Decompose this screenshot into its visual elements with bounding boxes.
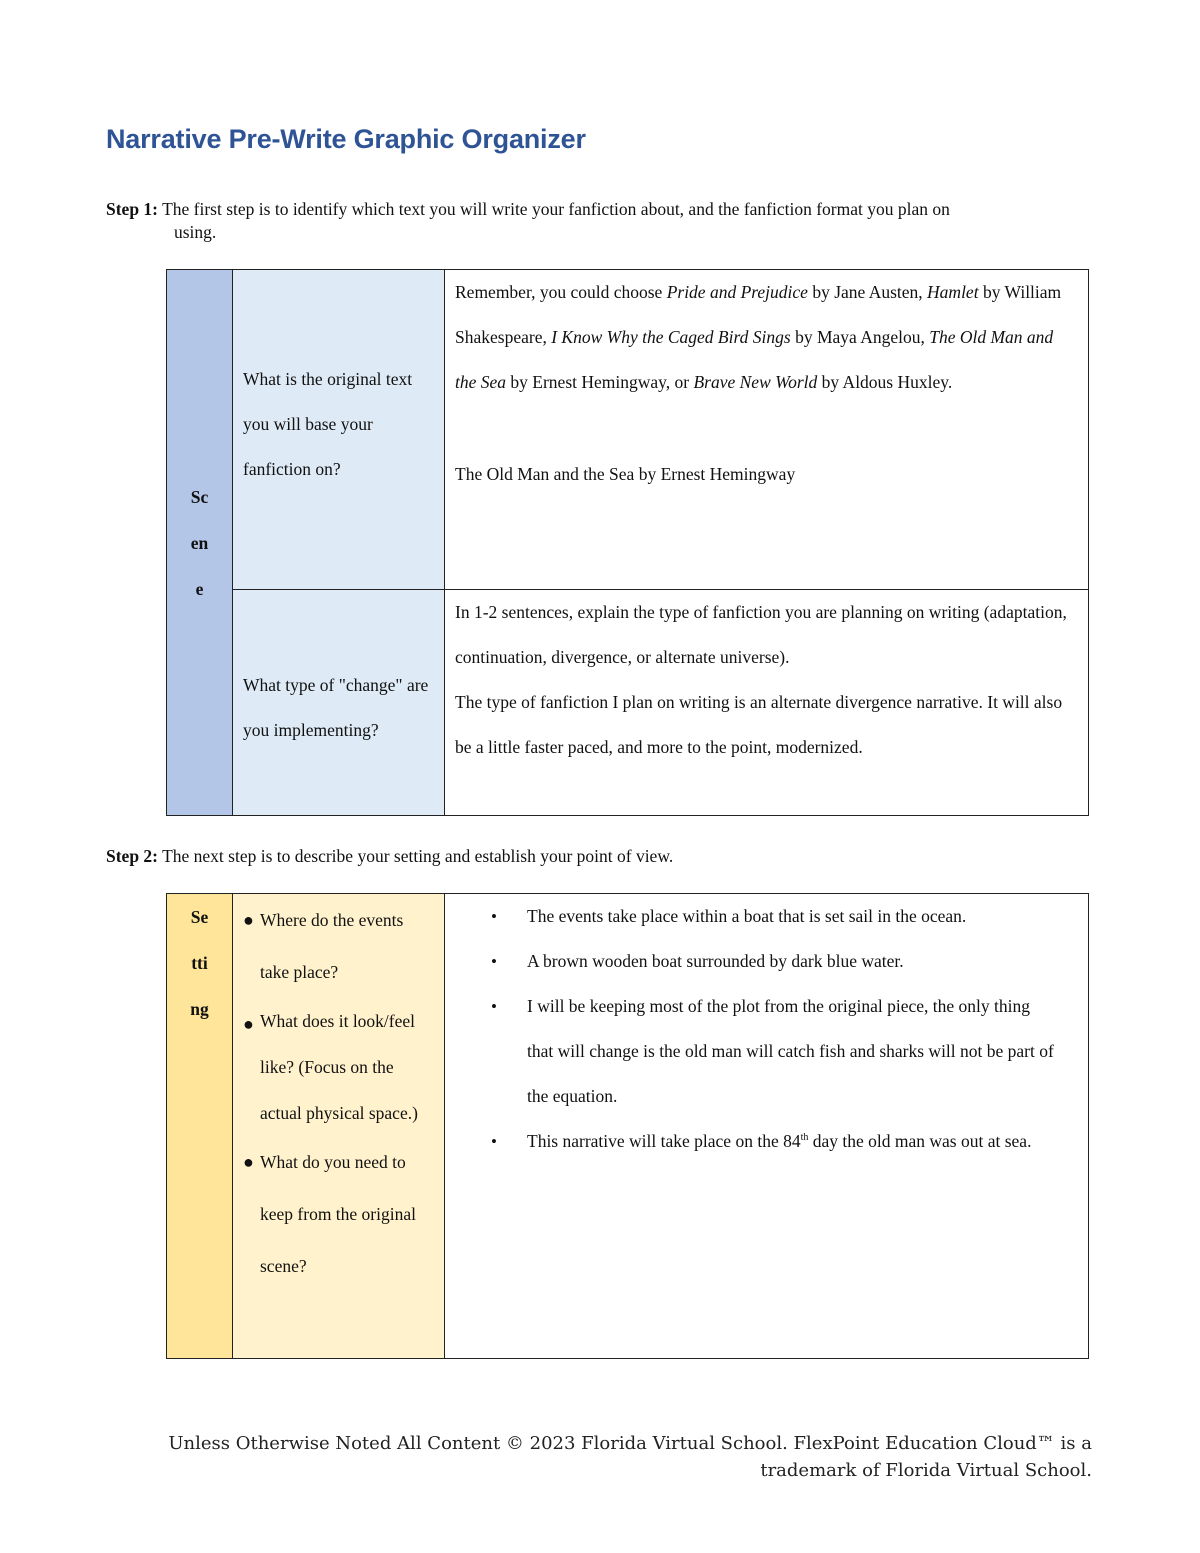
list-item bbox=[455, 1119, 1058, 1164]
step-2-text: The next step is to describe your setting and establish your point of view. bbox=[162, 846, 674, 866]
setting-label-part: Se bbox=[190, 907, 209, 927]
bullet-icon: • bbox=[491, 997, 497, 1016]
bullet-icon: • bbox=[491, 907, 497, 926]
scene-answer-1-response: The Old Man and the Sea by Ernest Hemingway bbox=[455, 464, 796, 484]
step-1-instruction bbox=[106, 198, 950, 244]
setting-answer-text: day the old man was out at sea. bbox=[808, 1131, 1032, 1151]
step-2-label: Step 2: bbox=[106, 846, 159, 866]
scene-label-part: Sc bbox=[190, 486, 209, 507]
setting-answer-list bbox=[455, 894, 1058, 1164]
scene-question-1-text: What is the original text you will base your fanfiction on? bbox=[243, 369, 413, 479]
scene-answer-2-response: The type of fanfiction I plan on writing is an alternate divergence narrative. It will also be a little faster paced, and more to the point, modernized. bbox=[455, 692, 1063, 757]
black-circle-icon: ● bbox=[243, 1152, 254, 1172]
prompt-text: by Maya Angelou, bbox=[790, 327, 930, 347]
scene-label-part: en bbox=[190, 532, 209, 553]
bullet-icon: • bbox=[491, 1132, 497, 1151]
list-item bbox=[455, 984, 1058, 1119]
setting-answer-text: I will be keeping most of the plot from the original piece, the only thing that will change is the old man will catch fish and sharks will not be part of the equation. bbox=[527, 996, 1054, 1106]
setting-question-text: What do you need to keep from the original scene? bbox=[260, 1152, 416, 1276]
scene-answer-2-prompt: In 1-2 sentences, explain the type of fanfiction you are planning on writing (adaptation, continuation, divergence, or alternate universe). bbox=[455, 602, 1067, 667]
list-item bbox=[455, 939, 1058, 984]
setting-label-part: ng bbox=[190, 999, 209, 1019]
scene-label bbox=[167, 270, 233, 816]
setting-answer-text: A brown wooden boat surrounded by dark blue water. bbox=[527, 951, 904, 971]
book-title: Brave New World bbox=[693, 372, 818, 392]
scene-question-2-text: What type of "change" are you implementing? bbox=[243, 674, 429, 740]
book-title: Pride and Prejudice bbox=[666, 282, 808, 302]
setting-question-item bbox=[243, 894, 436, 998]
black-circle-icon: ● bbox=[243, 910, 254, 930]
book-title: I Know Why the Caged Bird Sings bbox=[551, 327, 791, 347]
ordinal-suffix: th bbox=[800, 1132, 809, 1144]
setting-questions bbox=[233, 894, 445, 1359]
setting-label bbox=[167, 894, 233, 1359]
footer-line: trademark of Florida Virtual School. bbox=[760, 1460, 1092, 1481]
footer-line: Unless Otherwise Noted All Content © 2023 Florida Virtual School. FlexPoint Education Cloud™ is a bbox=[168, 1433, 1092, 1454]
scene-answer-1-prompt bbox=[455, 270, 1078, 405]
bullet-icon: • bbox=[491, 952, 497, 971]
step-1-text: The first step is to identify which text you will write your fanfiction about, and the fanfiction format you plan on bbox=[162, 199, 950, 219]
scene-label-part: e bbox=[195, 578, 204, 599]
book-title: The Old Man and the Sea bbox=[455, 327, 1054, 392]
step-1-text-cont: using. bbox=[174, 222, 217, 242]
footer-copyright bbox=[168, 1430, 1092, 1484]
step-2-instruction bbox=[106, 845, 673, 868]
setting-answer-text: This narrative will take place on the 84 bbox=[527, 1131, 801, 1151]
setting-answers[interactable] bbox=[445, 894, 1089, 1359]
scene-answer-change-type[interactable] bbox=[445, 590, 1089, 816]
setting-question-text: Where do the events take place? bbox=[260, 910, 404, 982]
prompt-text: by Jane Austen, bbox=[807, 282, 928, 302]
scene-table bbox=[166, 269, 1089, 816]
prompt-text: Remember, you could choose bbox=[455, 282, 667, 302]
scene-question-original-text bbox=[233, 270, 445, 590]
setting-question-text: What does it look/feel like? (Focus on the actual physical space.) bbox=[260, 1011, 418, 1123]
setting-label-part: tti bbox=[191, 953, 208, 973]
prompt-text: by Ernest Hemingway, or bbox=[506, 372, 694, 392]
scene-question-change-type bbox=[233, 590, 445, 816]
scene-answer-original-text[interactable] bbox=[445, 270, 1089, 590]
prompt-text: by William Shakespeare, bbox=[455, 282, 1062, 347]
setting-question-item bbox=[243, 1136, 436, 1292]
book-title: Hamlet bbox=[927, 282, 979, 302]
page-title: Narrative Pre-Write Graphic Organizer bbox=[106, 124, 586, 154]
setting-table bbox=[166, 893, 1089, 1359]
prompt-text: by Aldous Huxley. bbox=[817, 372, 953, 392]
setting-answer-text: The events take place within a boat that is set sail in the ocean. bbox=[527, 906, 967, 926]
setting-question-item bbox=[243, 998, 436, 1136]
black-circle-icon: ● bbox=[243, 1014, 254, 1034]
step-1-label: Step 1: bbox=[106, 199, 159, 219]
list-item bbox=[455, 894, 1058, 939]
